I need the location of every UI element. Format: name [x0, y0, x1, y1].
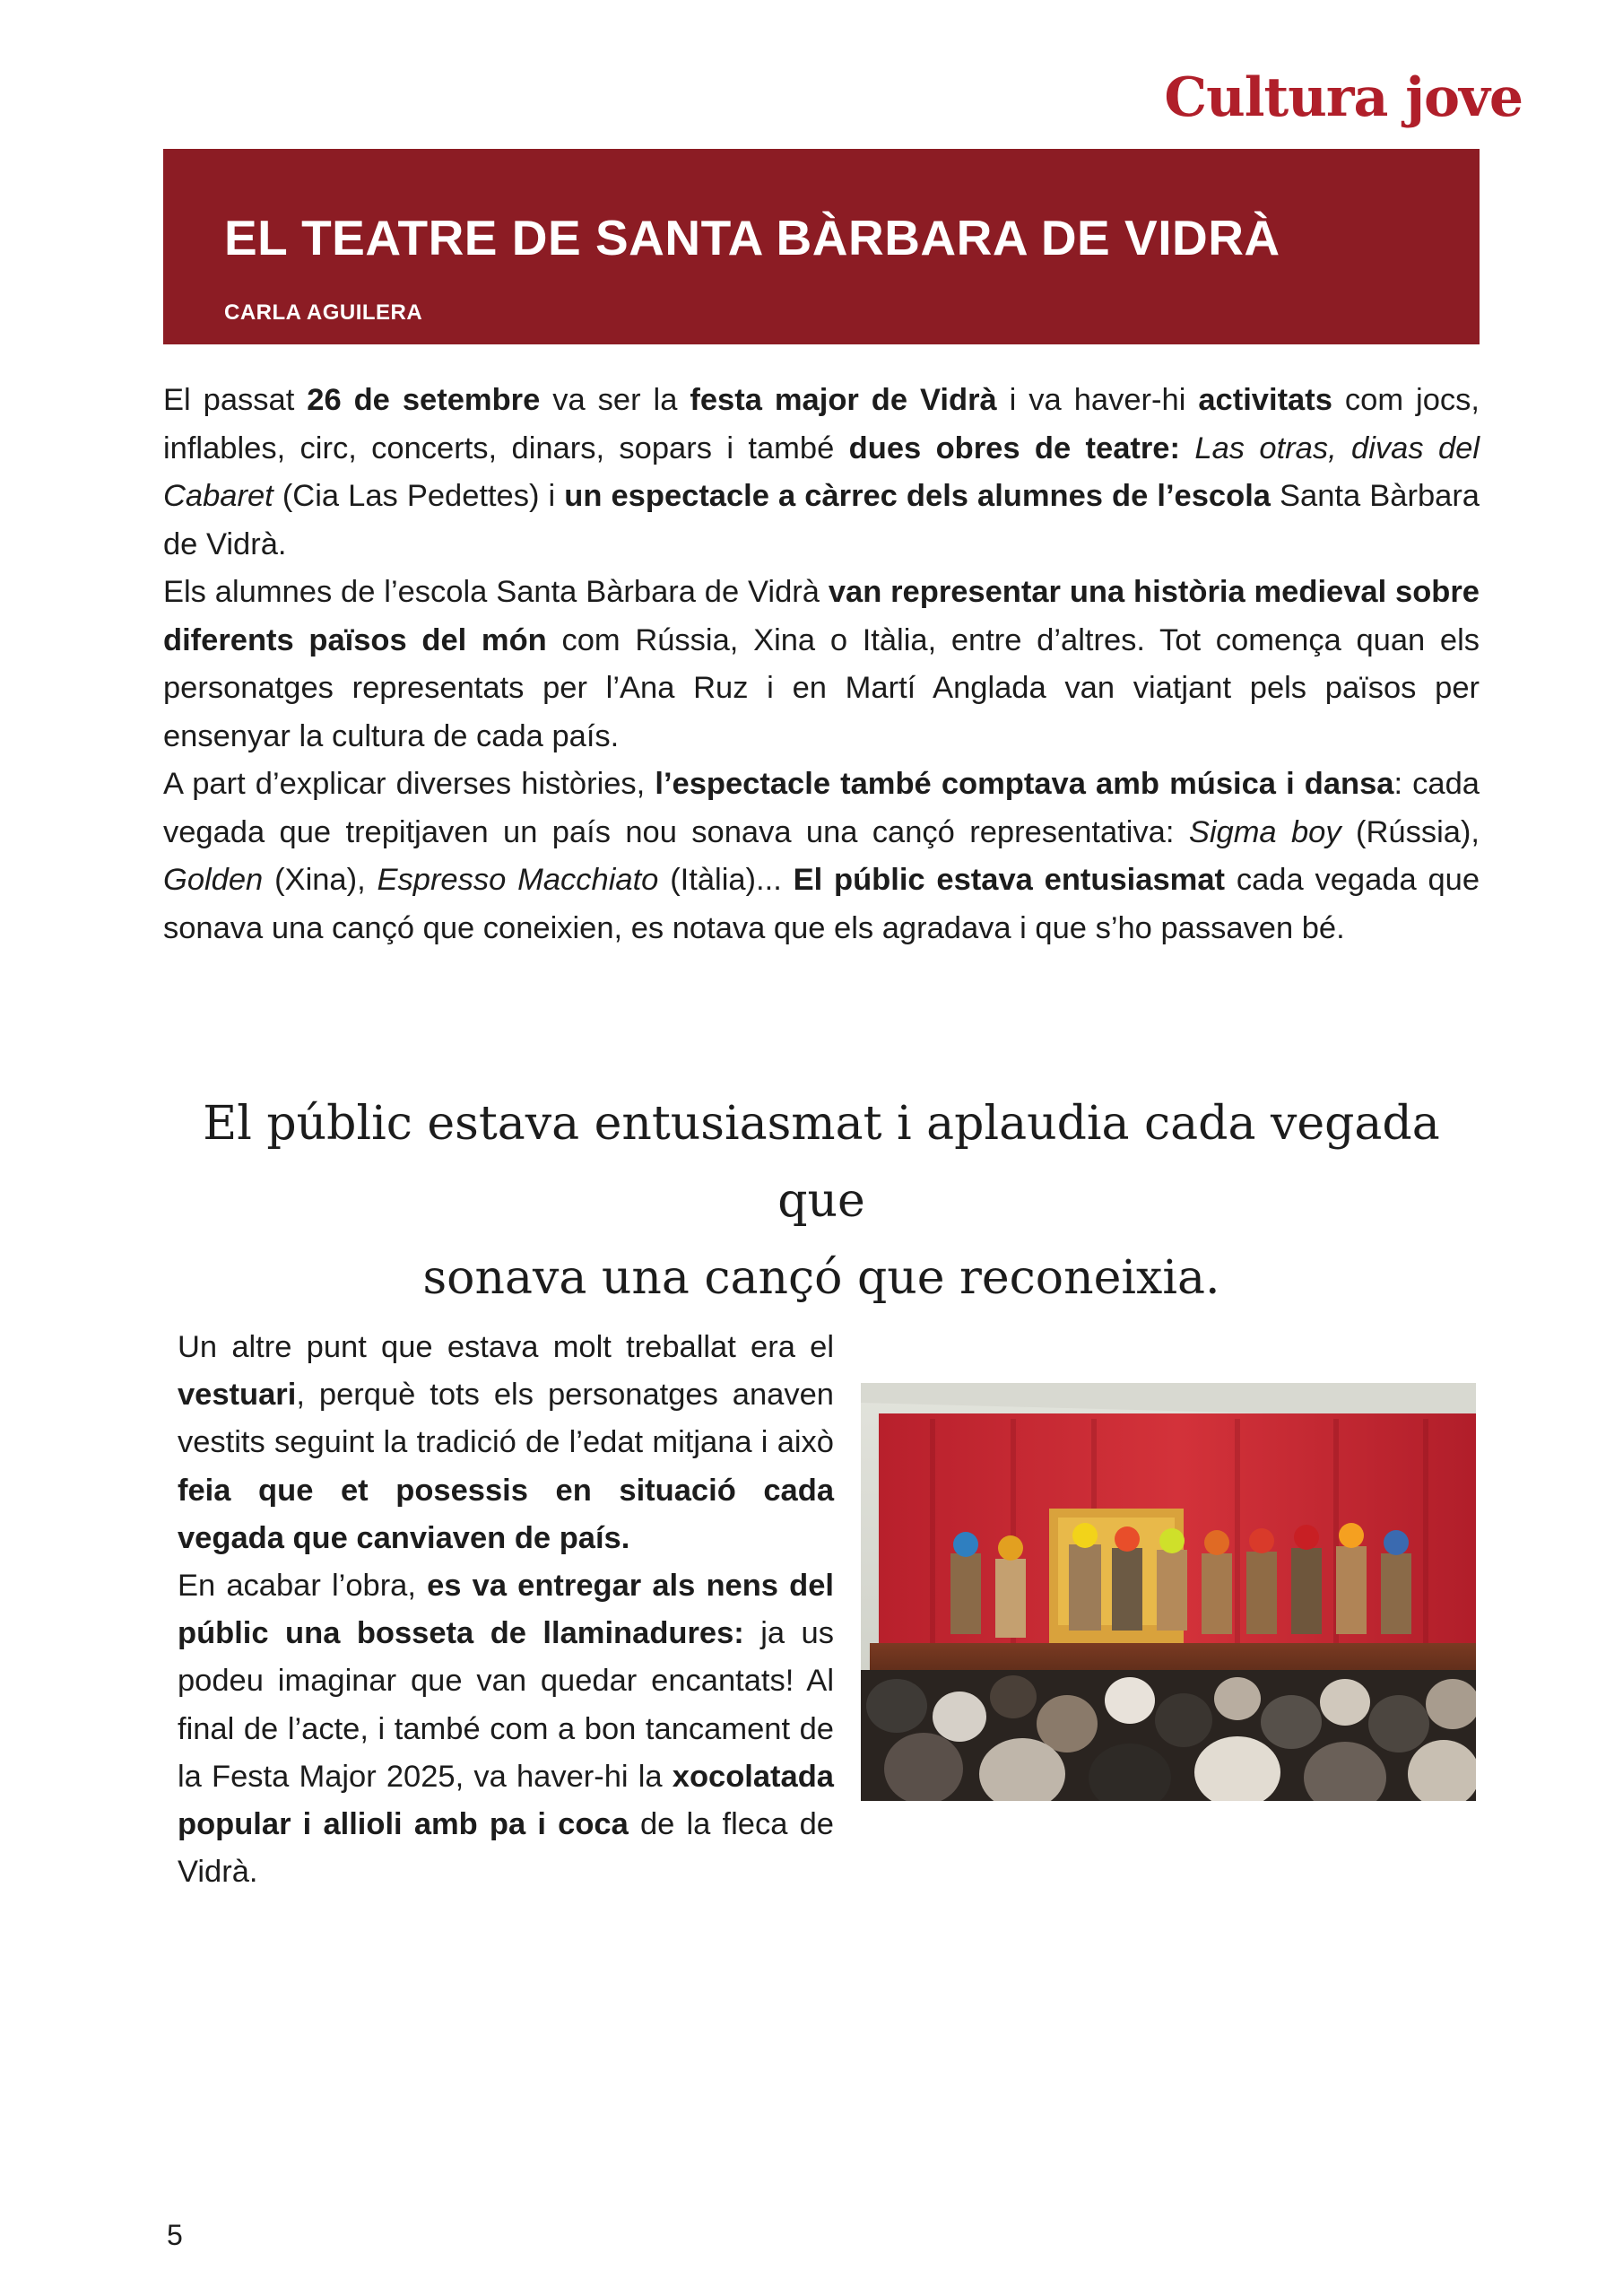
article-author: CARLA AGUILERA [224, 300, 423, 325]
pull-quote-line-2: sonava una cançó que reconeixia. [422, 1251, 1220, 1305]
paragraph-3: A part d’explicar diverses històries, l’espectacle també comptava amb música i dansa: cada vegada que trepitjaven un país nou sonava una cançó representativa: Sigma boy (Rússia), Golden (Xina), Espresso Macchiato (Itàlia)... El públic estava entusiasmat cada vegada que sonava una cançó que coneixien, es notava que els agradava i que s’ho passaven bé. [163, 767, 1480, 945]
pull-quote [163, 1085, 1480, 1317]
article-body [163, 377, 1480, 952]
article-title: EL TEATRE DE SANTA BÀRBARA DE VIDRÀ [224, 210, 1280, 265]
paragraph-1: El passat 26 de setembre va ser la festa major de Vidrà i va haver-hi activitats com jocs, inflables, circ, concerts, dinars, sopars i també dues obres de teatre: Las otras, divas del Cabaret (Cia Las Pedettes) i un espectacle a càrrec dels alumnes de l’escola Santa Bàrbara de Vidrà. [163, 383, 1480, 561]
paragraph-4: Un altre punt que estava molt treballat era el vestuari, perquè tots els personatges anaven vestits seguint la tradició de l’edat mitjana i això feia que et posessis en situació cada vegada que canviaven de país. [178, 1330, 834, 1555]
page-number: 5 [167, 2219, 183, 2251]
title-banner [163, 149, 1480, 344]
brand-logo: Cultura jove [1164, 66, 1523, 129]
paragraph-5: En acabar l’obra, es va entregar als nens del públic una bosseta de llaminadures: ja us podeu imaginar que van quedar encantats! Al final de l’acte, i també com a bon tancament de la Festa Major 2025, va haver-hi la xocolatada popular i allioli amb pa i coca de la fleca de Vidrà. [178, 1569, 834, 1890]
paragraph-2: Els alumnes de l’escola Santa Bàrbara de Vidrà van representar una història medieval sobre diferents països del món com Rússia, Xina o Itàlia, entre d’altres. Tot comença quan els personatges representats per l’Ana Ruz i en Martí Anglada van viatjant pels països per ensenyar la cultura de cada país. [163, 575, 1480, 753]
theatre-photo [861, 1383, 1476, 1801]
pull-quote-line-1: El públic estava entusiasmat i aplaudia cada vegada que [203, 1097, 1440, 1228]
theatre-photo-illustration [861, 1383, 1476, 1801]
article-column [178, 1324, 834, 1896]
